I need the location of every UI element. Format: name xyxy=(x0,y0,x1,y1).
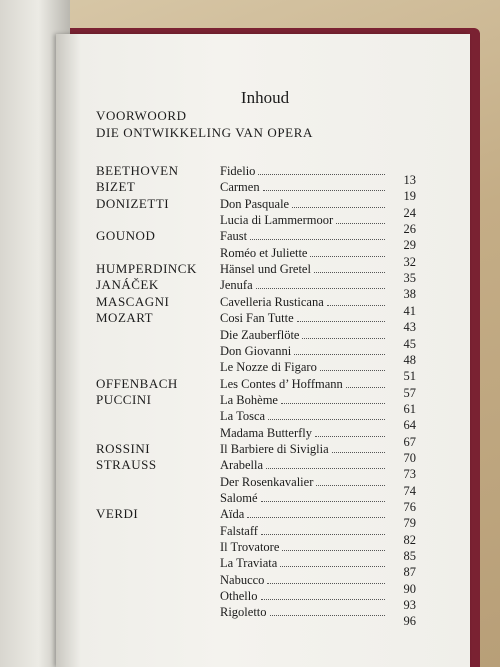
toc-entry xyxy=(220,328,388,344)
toc-entry xyxy=(220,409,388,425)
toc-entry xyxy=(220,213,388,229)
dot-leader xyxy=(292,207,385,208)
dot-leader xyxy=(336,223,385,224)
dot-leader xyxy=(258,174,385,175)
toc-entry xyxy=(220,540,388,556)
page-number: 43 xyxy=(403,320,416,335)
dot-leader xyxy=(327,305,385,306)
dot-leader xyxy=(261,534,385,535)
opera-title: Lucia di Lammermoor xyxy=(220,213,334,228)
toc-entry xyxy=(220,556,388,572)
page-number: 67 xyxy=(403,434,416,449)
dot-leader xyxy=(332,452,385,453)
page-number: 51 xyxy=(403,369,416,384)
opera-title: Der Rosenkavalier xyxy=(220,474,314,489)
toc-entry xyxy=(220,262,388,278)
dot-leader xyxy=(310,256,385,257)
toc-entry xyxy=(220,278,388,294)
dot-leader xyxy=(282,550,385,551)
dot-leader xyxy=(268,419,385,420)
dot-leader xyxy=(315,436,385,437)
composer-name: OFFENBACH xyxy=(96,375,178,391)
opera-title: Cavelleria Rusticana xyxy=(220,294,324,309)
composer-name: ROSSINI xyxy=(96,440,151,456)
composer-name: STRAUSS xyxy=(96,457,157,473)
page-number: 90 xyxy=(403,581,416,596)
dot-leader xyxy=(281,403,385,404)
page-number: 57 xyxy=(403,385,416,400)
dot-leader xyxy=(316,485,385,486)
page-number: 13 xyxy=(403,173,416,187)
dot-leader xyxy=(280,566,385,567)
opera-title: Faust xyxy=(220,229,248,244)
page-number: 74 xyxy=(403,483,416,498)
dot-leader xyxy=(302,338,385,339)
dot-leader xyxy=(266,468,385,469)
composer-name: HUMPERDINCK xyxy=(96,261,197,277)
page-number: 32 xyxy=(403,254,416,269)
opera-title: Jenufa xyxy=(220,278,253,293)
composer-name: BEETHOVEN xyxy=(96,163,179,178)
page-number: 41 xyxy=(403,303,416,318)
page-number: 35 xyxy=(403,271,416,286)
opera-title: Don Giovanni xyxy=(220,343,292,358)
opera-title: Die Zauberflöte xyxy=(220,327,300,342)
page-number: 76 xyxy=(403,500,416,514)
dot-leader xyxy=(346,387,385,388)
opera-title: La Traviata xyxy=(220,556,278,571)
page-number: 26 xyxy=(403,222,416,237)
toc-entry xyxy=(220,442,388,458)
composer-name: MOZART xyxy=(96,310,154,326)
front-matter-item: VOORWOORD xyxy=(96,108,187,123)
page-number: 87 xyxy=(403,565,416,580)
toc-entry xyxy=(220,393,388,409)
composer-name: PUCCINI xyxy=(96,391,152,407)
toc-entry xyxy=(220,344,388,360)
opera-title: Madama Butterfly xyxy=(220,425,312,440)
toc-entry xyxy=(220,426,388,442)
toc-entry xyxy=(220,295,388,311)
page-number: 29 xyxy=(403,238,416,253)
dot-leader xyxy=(320,370,385,371)
toc-entry xyxy=(220,573,388,589)
toc-entry xyxy=(220,311,388,327)
opera-title: Arabella xyxy=(220,458,264,473)
toc-entry xyxy=(220,197,388,213)
opera-title: Le Nozze di Figaro xyxy=(220,360,317,375)
dot-leader xyxy=(267,583,385,584)
composer-name: DONIZETTI xyxy=(96,195,170,211)
toc-entry xyxy=(220,360,388,376)
page-number: 73 xyxy=(403,467,416,482)
opera-title: Aïda xyxy=(220,507,245,522)
page-title: Inhoud xyxy=(240,88,290,107)
opera-title: La Bohème xyxy=(220,392,278,407)
toc-entry xyxy=(220,458,388,474)
page-number: 85 xyxy=(403,549,416,564)
composer-name: BIZET xyxy=(96,179,136,195)
toc-entry xyxy=(220,589,388,605)
dot-leader xyxy=(297,321,385,322)
toc-entry xyxy=(220,524,388,540)
dot-leader xyxy=(247,517,385,518)
dot-leader xyxy=(256,288,385,289)
composer-name: GOUNOD xyxy=(96,228,156,244)
dot-leader xyxy=(314,272,385,273)
opera-title: Carmen xyxy=(220,180,260,195)
page-number: 79 xyxy=(403,516,416,531)
opera-title: Cosi Fan Tutte xyxy=(220,311,294,326)
opera-title: Don Pasquale xyxy=(220,196,290,211)
dot-leader xyxy=(263,190,385,191)
dot-leader xyxy=(250,239,385,240)
opera-title: Il Trovatore xyxy=(220,540,280,555)
toc-entry xyxy=(220,507,388,523)
dot-leader xyxy=(261,599,386,600)
toc-entry xyxy=(220,180,388,196)
page-number: 70 xyxy=(403,450,416,465)
page-number: 45 xyxy=(403,336,416,351)
composer-name: VERDI xyxy=(96,506,139,522)
page-number: 48 xyxy=(403,352,416,367)
opera-title: Nabucco xyxy=(220,572,265,587)
page-number: 24 xyxy=(403,205,416,220)
page-number: 61 xyxy=(403,401,416,416)
page-number: 96 xyxy=(403,614,416,629)
opera-title: Salomé xyxy=(220,491,258,505)
page-number: 82 xyxy=(403,532,416,547)
opera-title: Falstaff xyxy=(220,523,258,538)
front-matter-item: DIE ONTWIKKELING VAN OPERA xyxy=(96,125,313,140)
dot-leader xyxy=(261,501,386,502)
page-number: 93 xyxy=(403,598,416,613)
page-number: 19 xyxy=(403,189,416,204)
opera-title: Il Barbiere di Siviglia xyxy=(220,441,329,456)
page-number: 64 xyxy=(403,418,416,433)
dot-leader xyxy=(270,615,385,616)
opera-title: Les Contes d’ Hoffmann xyxy=(220,376,343,391)
toc-entry xyxy=(220,475,388,491)
dot-leader xyxy=(294,354,385,355)
toc-entry xyxy=(220,605,388,621)
opera-title: Roméo et Juliette xyxy=(220,245,308,260)
toc-entry xyxy=(220,246,388,262)
composer-name: MASCAGNI xyxy=(96,293,170,309)
toc-entry xyxy=(220,377,388,393)
opera-title: Othello xyxy=(220,589,258,604)
toc-entry xyxy=(220,164,388,180)
opera-title: Fidelio xyxy=(220,164,256,178)
page-number: 38 xyxy=(403,287,416,302)
opera-title: La Tosca xyxy=(220,409,266,424)
opera-title: Rigoletto xyxy=(220,605,267,620)
composer-name: JANÁČEK xyxy=(96,277,159,293)
opera-title: Hänsel und Gretel xyxy=(220,262,311,277)
toc-entry xyxy=(220,491,388,507)
toc-entry xyxy=(220,229,388,245)
